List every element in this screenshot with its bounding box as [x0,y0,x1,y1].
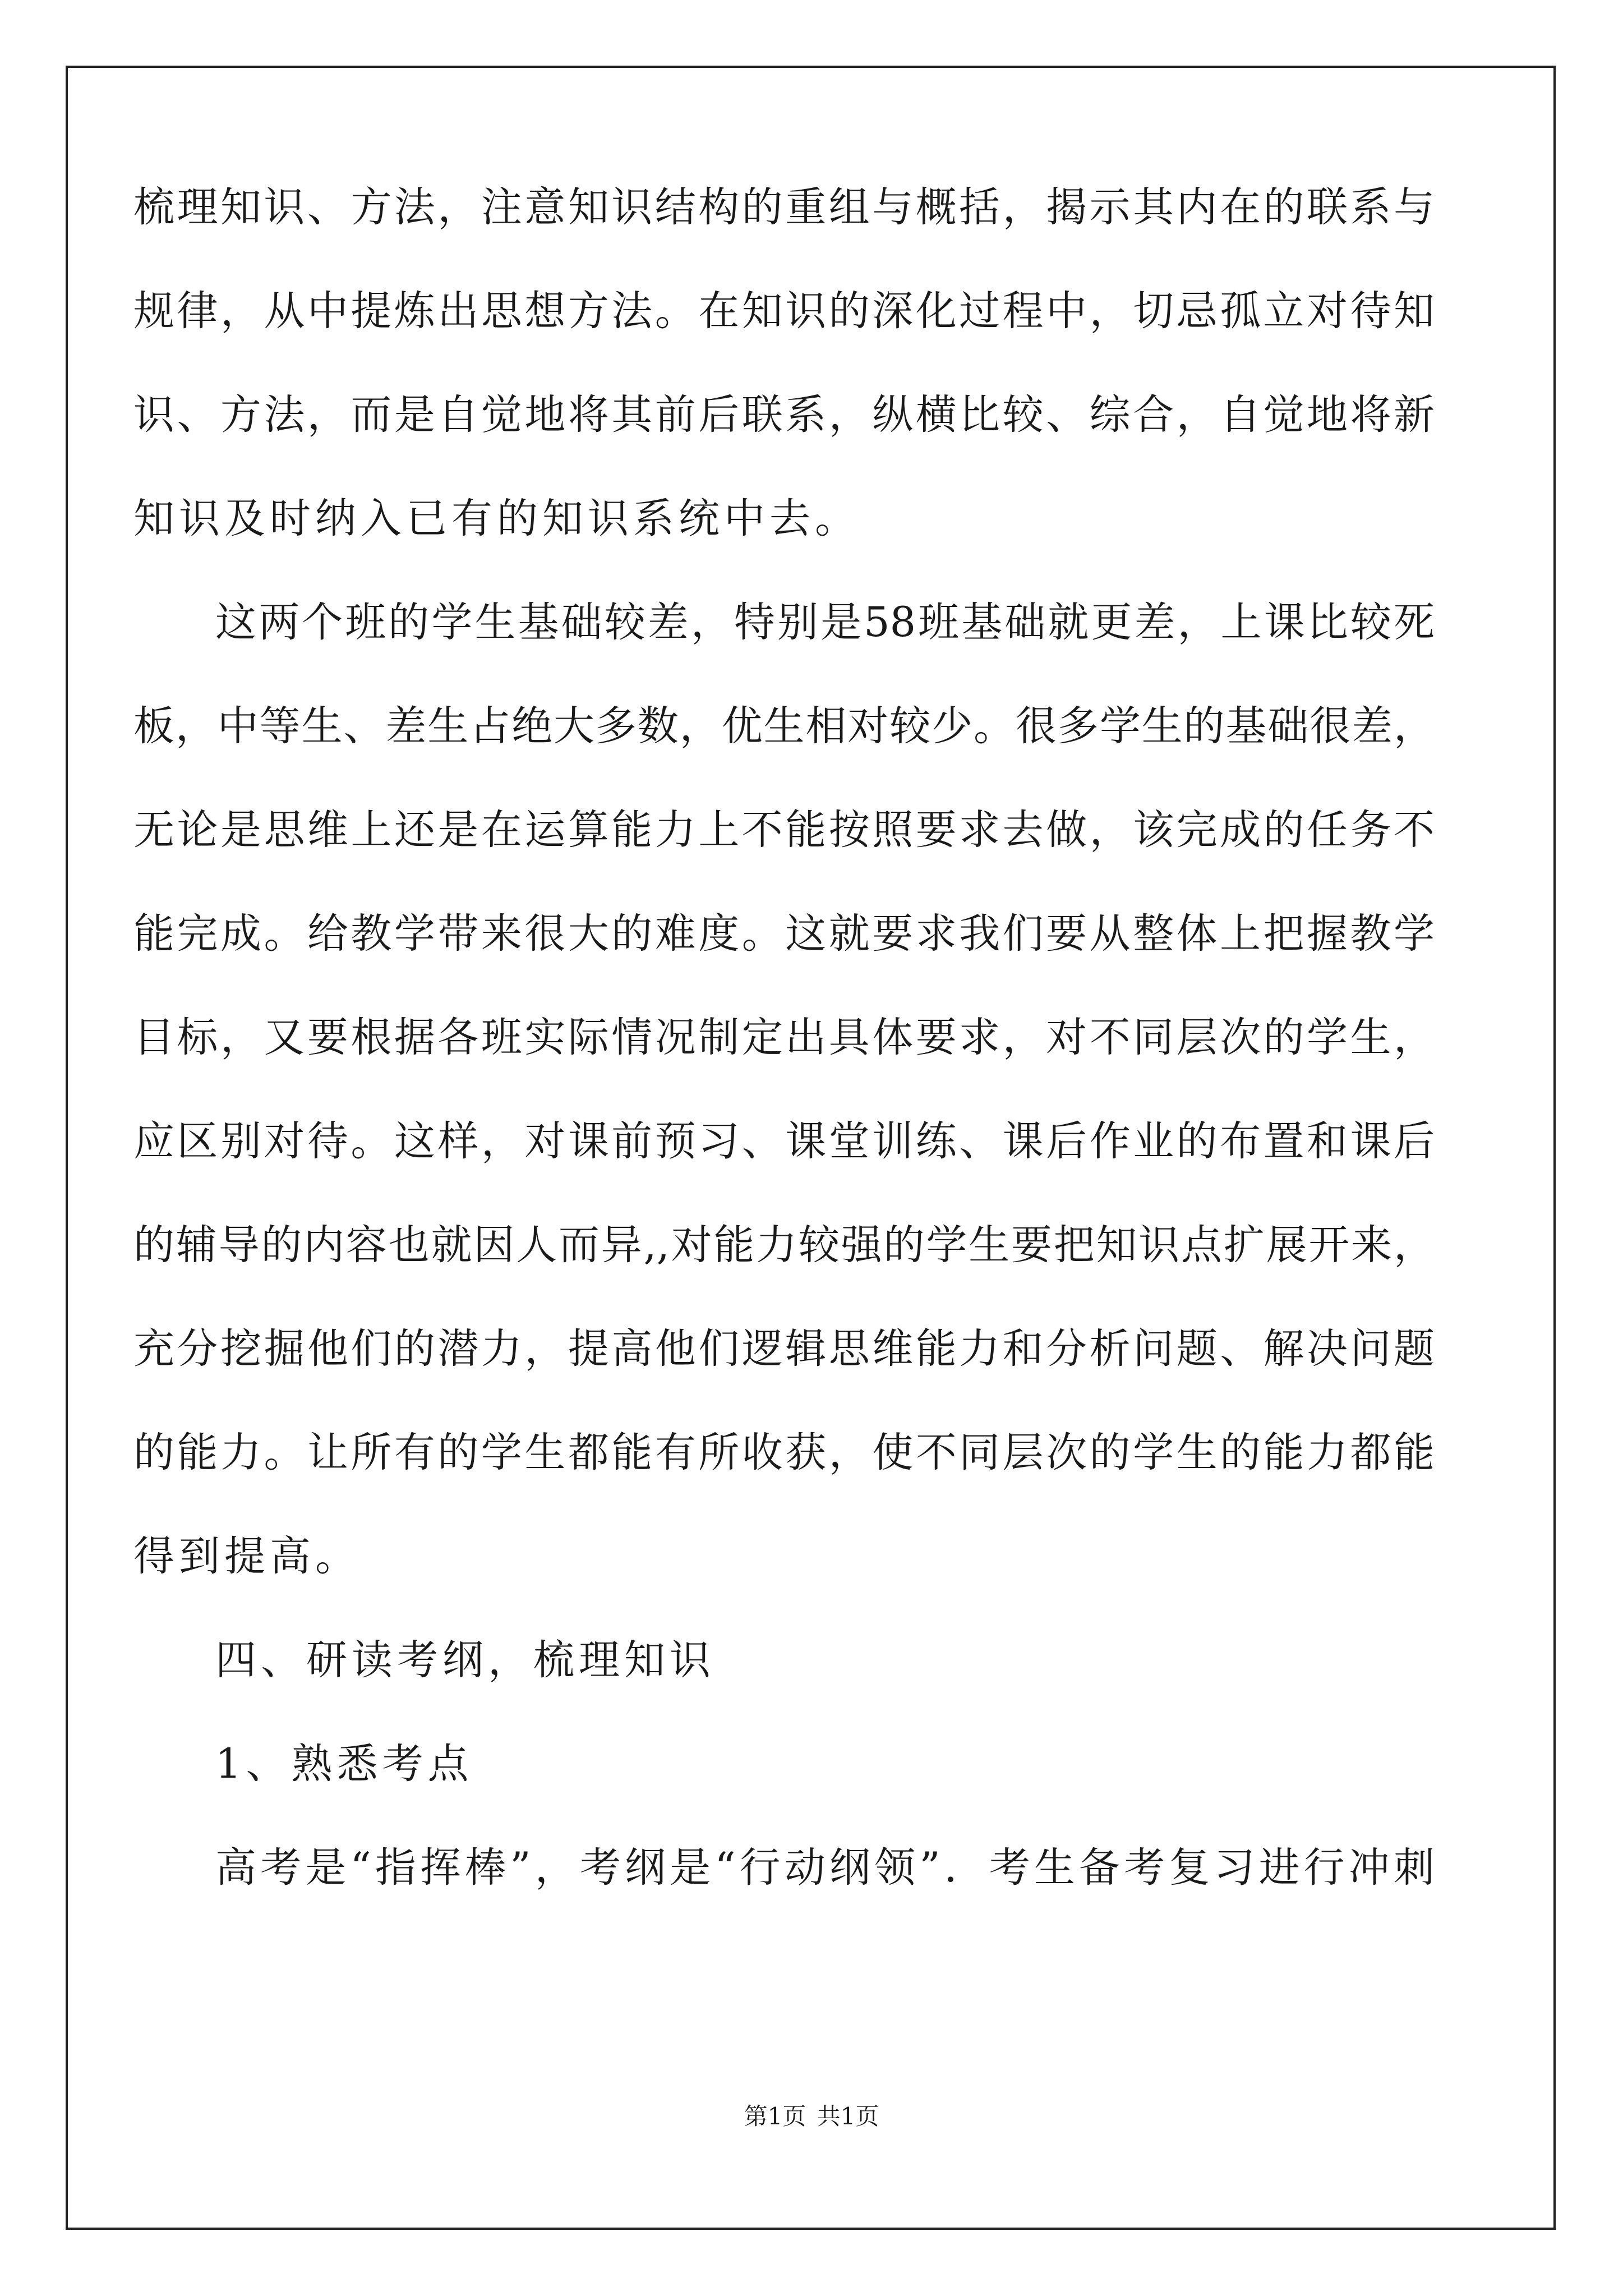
text-line: 得到提高。 [133,1533,361,1580]
text-line: 能完成。给教学带来很大的难度。这就要求我们要从整体上把握教学 [133,910,1435,958]
text-line: 四、研读考纲，梳理知识 [215,1636,715,1684]
text-line: 目标，又要根据各班实际情况制定出具体要求，对不同层次的学生， [133,1014,1435,1061]
page-footer: 第1页 共1页 [744,2102,879,2130]
text-line: 的辅导的内容也就因人而异,,对能力较强的学生要把知识点扩展开来， [133,1221,1435,1269]
text-line: 这两个班的学生基础较差，特别是58班基础就更差，上课比较死 [215,599,1435,646]
text-line: 无论是思维上还是在运算能力上不能按照要求去做，该完成的任务不 [133,806,1435,854]
text-line: 的能力。让所有的学生都能有所收获，使不同层次的学生的能力都能 [133,1429,1435,1476]
text-line: 高考是“指挥棒”，考纲是“行动纲领”．考生备考复习进行冲刺 [215,1844,1435,1892]
text-line: 应区别对待。这样，对课前预习、课堂训练、课后作业的布置和课后 [133,1117,1435,1165]
text-line: 知识及时纳入已有的知识系统中去。 [133,495,860,542]
text-line: 识、方法，而是自觉地将其前后联系，纵横比较、综合，自觉地将新 [133,391,1435,439]
text-line: 规律，从中提炼出思想方法。在知识的深化过程中，切忌孤立对待知 [133,287,1435,335]
text-line: 梳理知识、方法，注意知识结构的重组与概括，揭示其内在的联系与 [133,183,1435,231]
text-line: 充分挖掘他们的潜力，提高他们逻辑思维能力和分析问题、解决问题 [133,1325,1435,1373]
text-line: 板，中等生、差生占绝大多数，优生相对较少。很多学生的基础很差， [133,702,1435,750]
text-line: 1、熟悉考点 [215,1740,473,1788]
